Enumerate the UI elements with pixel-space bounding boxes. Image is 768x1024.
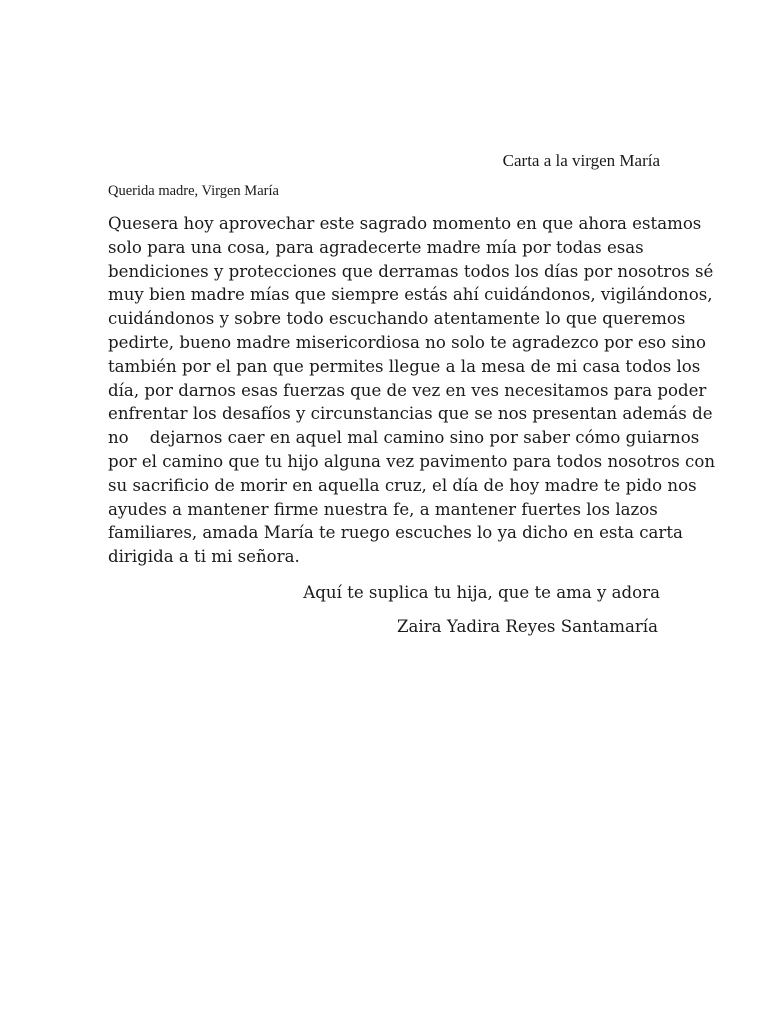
letter-title: Carta a la virgen María: [502, 151, 660, 170]
body-line: por el camino que tu hijo alguna vez pavimento para todos nosotros con: [108, 451, 716, 471]
body-line: ayudes a mantener firme nuestra fe, a mantener fuertes los lazos: [108, 499, 658, 519]
body-line: Quesera hoy aprovechar este sagrado momento en que ahora estamos: [108, 214, 702, 233]
letter-salutation: Querida madre, Virgen María: [108, 183, 279, 199]
body-line: también por el pan que permites llegue a la mesa de mi casa todos los: [108, 356, 701, 376]
body-line: muy bien madre mías que siempre estás ahí cuidándonos, vigilándonos,: [108, 285, 713, 305]
body-line: familiares, amada María te ruego escuches lo ya dicho en esta carta: [108, 523, 683, 543]
letter-closing: Aquí te suplica tu hija, que te ama y adora: [303, 583, 660, 602]
body-line: pedirte, bueno madre misericordiosa no solo te agradezco por eso sino: [108, 332, 706, 352]
body-line: bendiciones y protecciones que derramas todos los días por nosotros sé: [108, 261, 714, 281]
body-line: dirigida a ti mi señora.: [108, 547, 300, 567]
body-line: solo para una cosa, para agradecerte madre mía por todas esas: [108, 237, 644, 257]
body-line: día, por darnos esas fuerzas que de vez en ves necesitamos para poder: [108, 380, 707, 400]
body-line: enfrentar los desafíos y circunstancias que se nos presentan además de: [108, 404, 713, 424]
body-line: cuidándonos y sobre todo escuchando atentamente lo que queremos: [108, 309, 686, 329]
body-line: no dejarnos caer en aquel mal camino sino por saber cómo guiarnos: [108, 428, 700, 448]
body-line: su sacrificio de morir en aquella cruz, el día de hoy madre te pido nos: [108, 475, 697, 495]
letter-signature: Zaira Yadira Reyes Santamaría: [397, 617, 658, 636]
letter-body: [108, 212, 716, 569]
